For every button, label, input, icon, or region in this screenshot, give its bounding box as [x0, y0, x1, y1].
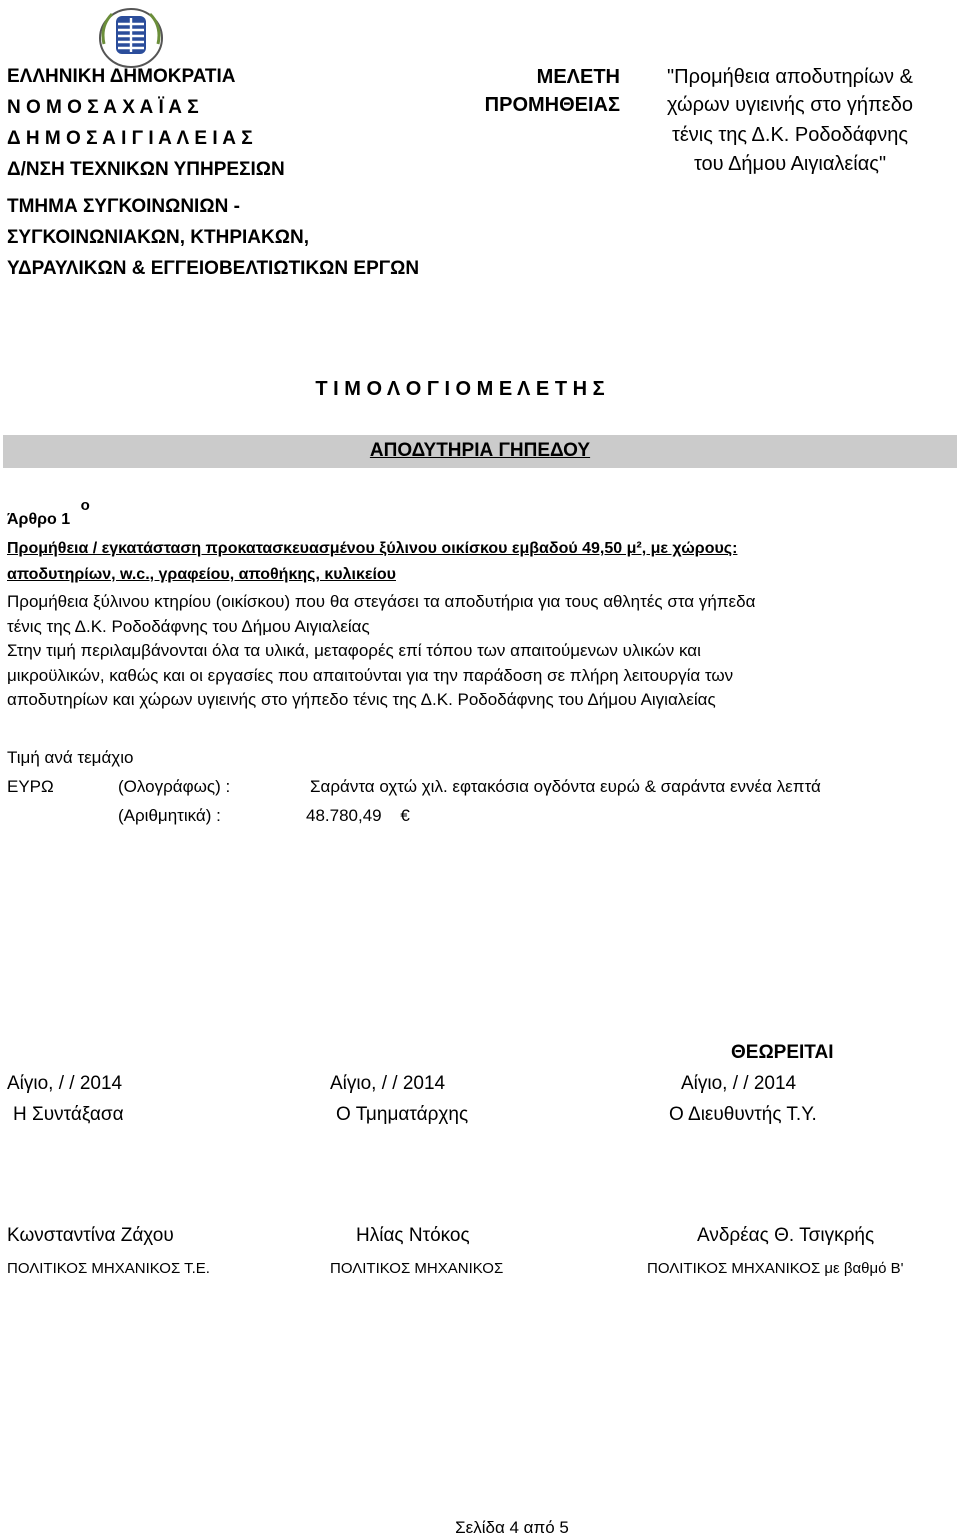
signature-date-1: Αίγιο, / / 2014: [7, 1073, 123, 1094]
signature-name-2: Ηλίας Ντόκος: [356, 1225, 470, 1246]
euro-icon: €: [400, 806, 410, 825]
signature-date-2: Αίγιο, / / 2014: [330, 1073, 446, 1094]
article-label: [7, 497, 90, 529]
header-line-department-2: ΣΥΓΚΟΙΝΩΝΙΑΚΩΝ, ΚΤΗΡΙΑΚΩΝ,: [7, 227, 309, 248]
article-body-line-1: Προμήθεια ξύλινου κτηρίου (οικίσκου) που θα στεγάσει τα αποδυτήρια για τους αθλητές στα γήπεδα: [7, 592, 756, 611]
project-title-line-2: χώρων υγιεινής στο γήπεδο: [667, 94, 913, 116]
signature-date-3: Αίγιο, / / 2014: [681, 1073, 797, 1094]
unit-price-label: Τιμή ανά τεμάχιο: [7, 748, 134, 767]
header-line-prefecture: Ν Ο Μ Ο Σ Α Χ Α Ϊ Α Σ: [7, 97, 199, 118]
header-line-municipality: Δ Η Μ Ο Σ Α Ι Γ Ι Α Λ Ε Ι Α Σ: [7, 128, 253, 149]
greek-emblem-icon: [98, 4, 164, 68]
currency-label: ΕΥΡΩ: [7, 777, 54, 796]
project-title-line-1: "Προμήθεια αποδυτηρίων &: [667, 66, 913, 88]
header-line-department-1: ΤΜΗΜΑ ΣΥΓΚΟΙΝΩΝΙΩΝ -: [7, 196, 240, 217]
article-number: Άρθρο 1: [7, 511, 71, 528]
article-body-line-4: μικροϋλικών, καθώς και οι εργασίες που απαιτούνται για την παράδοση σε πλήρη λειτουργία των: [7, 666, 734, 685]
signature-title-2: ΠΟΛΙΤΙΚΟΣ ΜΗΧΑΝΙΚΟΣ: [330, 1260, 504, 1277]
article-body-line-5: αποδυτηρίων και χώρων υγιεινής στο γήπεδο τένις της Δ.Κ. Ροδοδάφνης του Δήμου Αιγιαλείας: [7, 690, 716, 709]
header-line-directorate: Δ/ΝΣΗ ΤΕΧΝΙΚΩΝ ΥΠΗΡΕΣΙΩΝ: [7, 159, 285, 180]
signature-title-1: ΠΟΛΙΤΙΚΟΣ ΜΗΧΑΝΙΚΟΣ Τ.Ε.: [7, 1260, 210, 1277]
section-banner: [3, 435, 957, 468]
article-body-line-2: τένις της Δ.Κ. Ροδοδάφνης του Δήμου Αιγιαλείας: [7, 617, 370, 636]
approval-label: ΘΕΩΡΕΙΤΑΙ: [731, 1042, 834, 1063]
price-numeric-value: 48.780,49: [306, 806, 382, 825]
price-words-value: Σαράντα οχτώ χιλ. εφτακόσια ογδόντα ευρώ & σαράντα εννέα λεπτά: [310, 777, 821, 796]
project-title-line-3: τένις της Δ.Κ. Ροδοδάφνης: [671, 124, 909, 146]
article-heading-line-1: Προμήθεια / εγκατάσταση προκατασκευασμένου ξύλινου οικίσκου εμβαδού 49,50 μ², με χώρους:: [7, 540, 738, 557]
study-label-2: ΠΡΟΜΗΘΕΙΑΣ: [484, 94, 620, 116]
signature-role-2: Ο Τμηματάρχης: [336, 1104, 469, 1125]
section-banner-title: ΑΠΟΔΥΤΗΡΙΑ ΓΗΠΕΔΟΥ: [369, 440, 591, 461]
header-line-department-3: ΥΔΡΑΥΛΙΚΩΝ & ΕΓΓΕΙΟΒΕΛΤΙΩΤΙΚΩΝ ΕΡΓΩΝ: [7, 258, 420, 279]
study-label-1: ΜΕΛΕΤΗ: [536, 66, 620, 88]
signature-name-1: Κωνσταντίνα Ζάχου: [7, 1225, 174, 1246]
page-title: Τ Ι Μ Ο Λ Ο Γ Ι Ο Μ Ε Λ Ε Τ Η Σ: [315, 378, 605, 400]
signature-role-1: Η Συντάξασα: [13, 1104, 124, 1125]
article-superscript: ο: [80, 497, 90, 514]
price-numeric: [306, 806, 410, 826]
price-words-label: (Ολογράφως) :: [118, 777, 231, 796]
page-number: Σελίδα 4 από 5: [455, 1518, 569, 1537]
article-body-line-3: Στην τιμή περιλαμβάνονται όλα τα υλικά, μεταφορές επί τόπου των απαιτούμενων υλικών και: [7, 641, 701, 660]
signature-name-3: Ανδρέας Θ. Τσιγκρής: [697, 1225, 875, 1246]
project-title-line-4: του Δήμου Αιγιαλείας": [693, 153, 887, 175]
signature-title-3: ΠΟΛΙΤΙΚΟΣ ΜΗΧΑΝΙΚΟΣ με βαθμό Β': [647, 1260, 904, 1277]
price-numeric-label: (Αριθμητικά) :: [118, 806, 221, 825]
article-heading-line-2: αποδυτηρίων, w.c., γραφείου, αποθήκης, κυλικείου: [7, 566, 396, 583]
header-line-republic: ΕΛΛΗΝΙΚΗ ΔΗΜΟΚΡΑΤΙΑ: [7, 66, 236, 87]
signature-role-3: Ο Διευθυντής Τ.Υ.: [669, 1104, 817, 1125]
